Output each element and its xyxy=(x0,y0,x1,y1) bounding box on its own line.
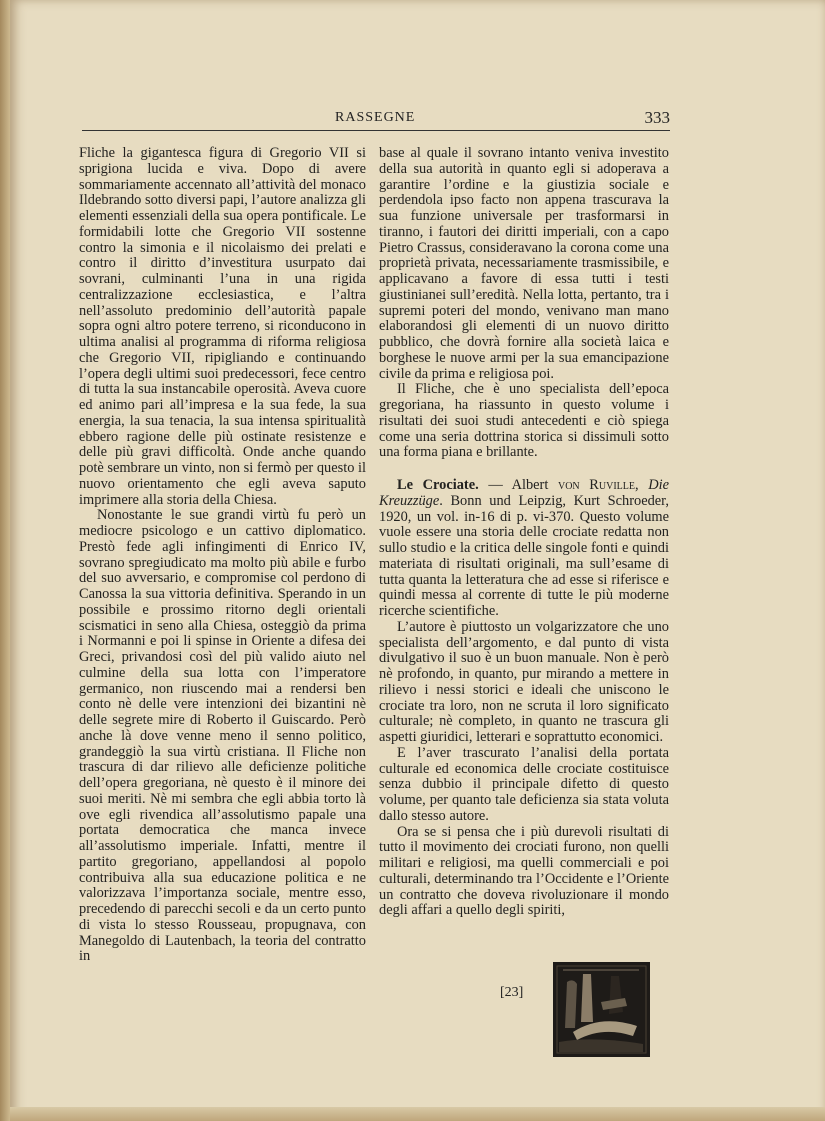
woodcut-vignette-image xyxy=(553,962,650,1057)
paragraph: Il Fliche, che è uno specialista dell’epoca gregoriana, ha riassunto in questo volume i risultati dei suoi studi antecedenti e ciò spiega come una seria dottrina storica si dissimuli sotto una forma piana e brillante. xyxy=(379,381,669,461)
book-binding-edge xyxy=(0,0,10,1121)
paragraph: Nonostante le sue grandi virtù fu però un mediocre psicologo e un cattivo diplomatico. Prestò fede agli infingimenti di Enrico IV, sovrano spregiudicato ma molto più abile e furbo del suo avversario, e compromise col perdono di Canossa la sua vittoria definitiva. Sperando in un possibile e prossimo ritorno degli orientali scismatici in seno alla Chiesa, osteggiò da prima i Normanni e poi li spinse in Oriente a difesa dei Greci, privandosi così del più valido aiuto nel culmine della sua lotta con l’imperatore germanico, non riuscendo mai a rendersi ben conto nè delle vere intenzioni dei bizantini nè delle segrete mire di Roberto il Guiscardo. Però anche là dove venne meno il senno politico, grandeggiò la sua virtù cristiana. Il Fliche non trascura di dar rilievo alle deficienze politiche dell’opera gregoriana, nè questo è il minore dei suoi meriti. Nè mi sembra che egli abbia torto là ove egli rivendica all’assolutismo papale una portata democratica che manca invece all’assolutismo imperiale. Infatti, mentre il partito gregoriano, appellandosi al popolo contribuiva alla sua educazione politica e ne valorizzava l’importanza sociale, mentre esso, precedendo di parecchi secoli e da un certo punto di vista lo stesso Rousseau, propugnava, con Manegoldo di Lautenbach, la teoria del contratto in xyxy=(79,507,366,965)
left-column xyxy=(79,146,366,965)
review-details: . Bonn und Leipzig, Kurt Schroeder, 1920, un vol. in-16 di p. vi-370. Questo volume vuole essere una storia delle crociate redatta non sullo studio e la critica delle singole fonti e quindi materiata di risultati originali, ma sull’esame di tutta quanta la letteratura che ad esse si riferisce e quindi messa al corrente di tutte le più moderne ricerche scientifiche. xyxy=(379,492,669,619)
page-number: 333 xyxy=(644,108,670,127)
review-comma: , xyxy=(634,477,649,493)
running-head xyxy=(80,110,670,132)
right-column xyxy=(379,146,669,919)
paragraph: L’autore è piuttosto un volgarizzatore che uno specialista dell’argomento, e dal punto di vista divulgativo il suo è un buon manuale. Non è però nè profondo, in quanto, pur mirando a mettere in rilievo i nessi storici e ideali che uniscono le crociate tra loro, non ne scruta il loro significato culturale; nè completo, in quanto ne trascura gli aspetti giuridici, letterari e soprattutto economici. xyxy=(379,618,669,745)
paragraph: E l’aver trascurato l’analisi della portata culturale ed economica delle crociate costituisce senza dubbio il principale difetto di questo volume, per quanto tale deficienza sia stata voluta dallo stesso autore. xyxy=(379,744,669,824)
review-book-title: Die Kreuzzüge xyxy=(379,477,669,509)
woodcut-illustration xyxy=(553,962,650,1057)
review-heading: Le Crociate. xyxy=(397,477,479,493)
paragraph: Ora se si pensa che i più durevoli risultati di tutto il movimento dei crociati furono, non quelli militari e religiosi, ma quelli commerciali e poi culturali, determinando tra l’Occidente e l’Oriente un contratto che doveva rivoluzionare il mondo degli affari a quello degli spiriti, xyxy=(379,823,669,919)
page-bottom-edge xyxy=(10,1107,825,1121)
section-title: RASSEGNE xyxy=(335,110,416,125)
paragraph: Fliche la gigantesca figura di Gregorio VII si sprigiona lucida e viva. Dopo di avere sommariamente accennato all’attività del monaco Ildebrando sotto diversi papi, l’autore analizza gli elementi essenziali della sua opera pontificale. Le formidabili lotte che Gregorio VII sostenne contro la simonia e il nicolaismo dei prelati e contro il diritto d’investitura usurpato dai sovrani, culminanti l’una in una rigida centralizzazione ecclesiastica, e l’altra nell’assoluto predominio dell’autorità papale sopra ogni altro potere terreno, si riconducono in ultima analisi al programma di riforma religiosa che Gregorio VII, ripigliando e continuando l’opera degli ultimi suoi predecessori, fece centro di tutta la sua instancabile operosità. Aveva cuore ed animo pari all’impresa e la sua fede, la sua energia, la sua tenacia, la sua intensa spiritualità ebbero ragione delle più ostinate resistenze e delle più gravi difficoltà. Onde anche quando potè sembrare un vinto, non si fermò per questo il nuovo orientamento che egli aveva saputo imprimere alla storia della Chiesa. xyxy=(79,145,366,508)
header-rule xyxy=(82,130,670,131)
paragraph: base al quale il sovrano intanto veniva investito della sua autorità in quanto egli si adoperava a garantire l’ordine e la giustizia sociale e perdendola ipso facto non appena trascurava la sua funzione universale per trasformarsi in tiranno, i fautori dei diritti imperiali, con a capo Pietro Crassus, consideravano la corona come una proprietà privata, necessariamente trasmissibile, e applicavano a favore di essa tutti i testi giustinianei sull’eredità. Nella lotta, pertanto, tra i supremi poteri del mondo, venivano man mano elaborandosi gli elementi di un nuovo diritto pubblico, che dovrà fornire alla società laica e borghese le nuove armi per la sua emancipazione civile da prima e religiosa poi. xyxy=(379,145,669,382)
review-author: von Ruville xyxy=(557,477,635,493)
review-dash: — Albert xyxy=(478,477,558,493)
folio-number: [23] xyxy=(500,985,524,1000)
review-entry xyxy=(379,478,669,620)
